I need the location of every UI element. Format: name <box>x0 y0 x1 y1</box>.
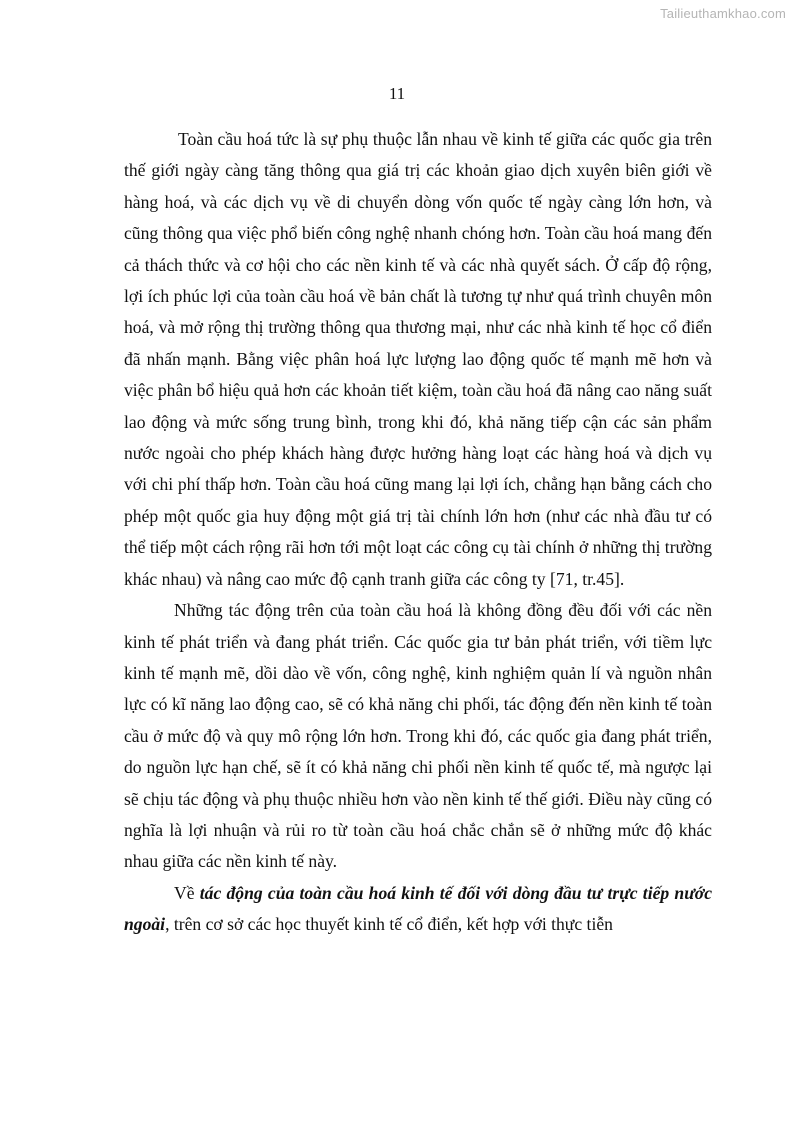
paragraph-3-rest: , trên cơ sở các học thuyết kinh tế cổ điển, kết hợp với thực tiễn <box>165 914 613 935</box>
paragraph-3-lead: Về <box>174 882 200 903</box>
paragraph-2: Những tác động trên của toàn cầu hoá là không đồng đều đối với các nền kinh tế phát triển và đang phát triển. Các quốc gia tư bản phát triển, với tiềm lực kinh tế mạnh mẽ, dồi dào về vốn, công nghệ, kinh nghiệm quản lí và nguồn nhân lực có kĩ năng lao động cao, sẽ có khả năng chi phối, tác động đến nền kinh tế toàn cầu ở mức độ và quy mô rộng lớn hơn. Trong khi đó, các quốc gia đang phát triển, do nguồn lực hạn chế, sẽ ít có khả năng chi phối nền kinh tế quốc tế, mà ngược lại sẽ chịu tác động và phụ thuộc nhiều hơn vào nền kinh tế thế giới. Điều này cũng có nghĩa là lợi nhuận và rủi ro từ toàn cầu hoá chắc chắn sẽ ở những mức độ khác nhau giữa các nền kinh tế này. <box>124 600 712 872</box>
page-number: 11 <box>388 84 406 103</box>
watermark: Tailieuthamkhao.com <box>660 6 786 21</box>
paragraph-3 <box>124 878 712 941</box>
paragraph-3-emphasis: tác động của toàn cầu hoá kinh tế đối với dòng đầu tư trực tiếp nước ngoài <box>124 882 713 935</box>
body-text <box>124 124 712 941</box>
paragraph-1: Toàn cầu hoá tức là sự phụ thuộc lẫn nhau về kinh tế giữa các quốc gia trên thế giới ngày càng tăng thông qua giá trị các khoản giao dịch xuyên biên giới về hàng hoá, và các dịch vụ về di chuyển dòng vốn quốc tế ngày càng lớn hơn, và cũng thông qua việc phổ biến công nghệ nhanh chóng hơn. Toàn cầu hoá mang đến cả thách thức và cơ hội cho các nền kinh tế và các nhà quyết sách. Ở cấp độ rộng, lợi ích phúc lợi của toàn cầu hoá về bản chất là tương tự như quá trình chuyên môn hoá, và mở rộng thị trường thông qua thương mại, như các nhà kinh tế học cổ điển đã nhấn mạnh. Bằng việc phân hoá lực lượng lao động quốc tế mạnh mẽ hơn và việc phân bổ hiệu quả hơn các khoản tiết kiệm, toàn cầu hoá đã nâng cao năng suất lao động và mức sống trung bình, trong khi đó, khả năng tiếp cận các sản phẩm nước ngoài cho phép khách hàng được hưởng hàng loạt các hàng hoá và dịch vụ với chi phí thấp hơn. Toàn cầu hoá cũng mang lại lợi ích, chẳng hạn bằng cách cho phép một quốc gia huy động một giá trị tài chính lớn hơn (như các nhà đầu tư có thể tiếp một cách rộng rãi hơn tới một loạt các công cụ tài chính ở những thị trường khác nhau) và nâng cao mức độ cạnh tranh giữa các công ty [71, tr.45]. <box>124 129 712 589</box>
